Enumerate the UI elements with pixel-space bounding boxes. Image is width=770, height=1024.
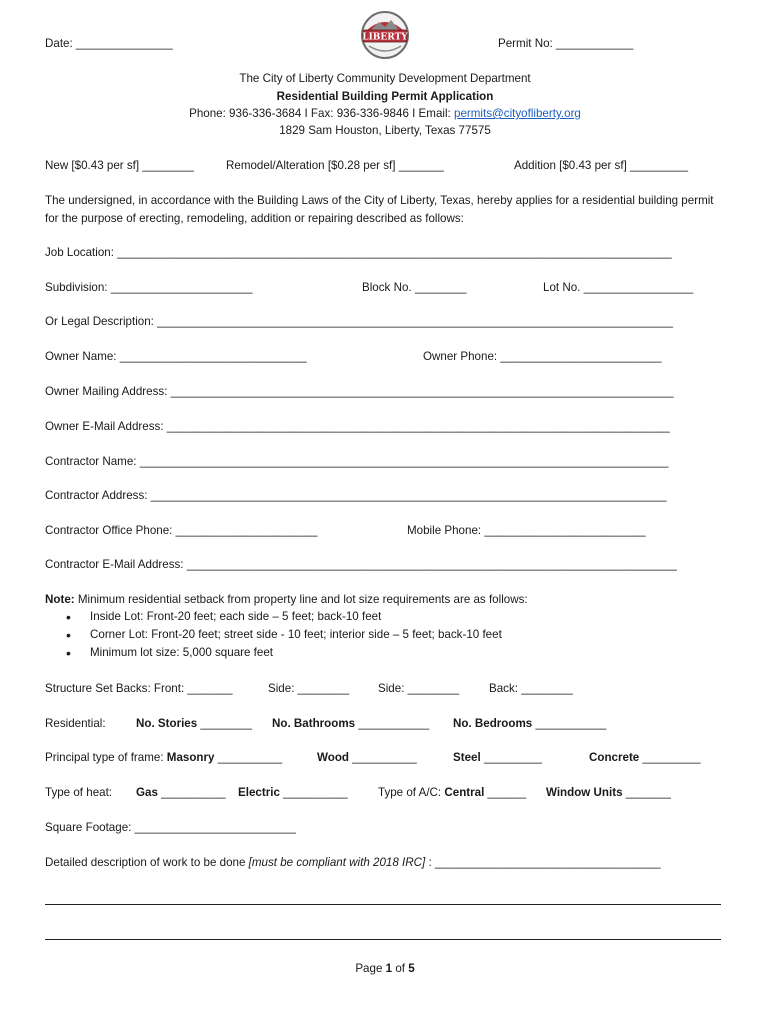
of-word: of bbox=[392, 962, 409, 975]
concrete-label: Concrete bbox=[589, 751, 640, 764]
masonry-label: Masonry bbox=[166, 751, 215, 764]
fee-new-field[interactable]: New [$0.43 per sf] ________ bbox=[45, 159, 194, 172]
intro-paragraph: The undersigned, in accordance with the Building Laws of the City of Liberty, Texas, hereby applies for a residential building permit for the purpose of erecting, remodeling, addition or repairing described as follows: bbox=[45, 194, 714, 225]
owner-mailing-address-field[interactable]: Owner Mailing Address: ______________________________________________________________________________ bbox=[45, 385, 674, 398]
masonry-blank[interactable]: __________ bbox=[214, 751, 283, 764]
city-logo bbox=[357, 10, 413, 60]
list-item: • Inside Lot: Front-20 feet; each side – 5 feet; back-10 feet bbox=[62, 608, 502, 626]
list-item: • Corner Lot: Front-20 feet; street side - 10 feet; interior side – 5 feet; back-10 feet bbox=[62, 626, 502, 644]
residential-label: Residential: bbox=[45, 717, 106, 730]
gas-field[interactable] bbox=[136, 786, 226, 799]
page-word: Page bbox=[355, 962, 386, 975]
setback-note bbox=[45, 593, 528, 606]
stories-field[interactable] bbox=[136, 717, 252, 730]
owner-phone-field[interactable]: Owner Phone: _________________________ bbox=[423, 350, 662, 363]
window-units-label: Window Units bbox=[546, 786, 623, 799]
owner-name-field[interactable]: Owner Name: _____________________________ bbox=[45, 350, 307, 363]
description-line-1[interactable] bbox=[45, 904, 721, 905]
lot-number-field[interactable]: Lot No. _________________ bbox=[543, 281, 694, 294]
bedrooms-blank[interactable]: ___________ bbox=[532, 717, 607, 730]
bedrooms-field[interactable] bbox=[453, 717, 606, 730]
wood-blank[interactable]: __________ bbox=[348, 751, 417, 764]
description-code-note: [must be compliant with 2018 IRC] bbox=[248, 856, 426, 869]
bathrooms-field[interactable] bbox=[272, 717, 429, 730]
work-description-field[interactable] bbox=[45, 856, 661, 869]
frame-type-field[interactable] bbox=[45, 751, 282, 764]
square-footage-field[interactable]: Square Footage: _________________________ bbox=[45, 821, 296, 834]
electric-field[interactable] bbox=[238, 786, 348, 799]
bathrooms-blank[interactable]: ___________ bbox=[355, 717, 430, 730]
window-units-blank[interactable]: _______ bbox=[622, 786, 671, 799]
stories-blank[interactable]: ________ bbox=[197, 717, 253, 730]
logo-text: LIBERTY bbox=[362, 32, 408, 43]
ac-type-field[interactable] bbox=[378, 786, 526, 799]
date-field[interactable]: Date: _______________ bbox=[45, 37, 173, 50]
side-setback-field-2[interactable]: Side: ________ bbox=[378, 682, 460, 695]
contact-line bbox=[0, 107, 770, 120]
central-blank[interactable]: ______ bbox=[484, 786, 527, 799]
fee-remodel-field[interactable]: Remodel/Alteration [$0.28 per sf] _______ bbox=[226, 159, 444, 172]
stories-label: No. Stories bbox=[136, 717, 198, 730]
contractor-name-field[interactable]: Contractor Name: __________________________________________________________________________________ bbox=[45, 455, 669, 468]
central-label: Central bbox=[444, 786, 485, 799]
contractor-address-field[interactable]: Contractor Address: ________________________________________________________________________________ bbox=[45, 489, 667, 502]
back-setback-field[interactable]: Back: ________ bbox=[489, 682, 573, 695]
subdivision-field[interactable]: Subdivision: ______________________ bbox=[45, 281, 253, 294]
total-pages: 5 bbox=[408, 962, 415, 975]
page-indicator bbox=[0, 962, 770, 975]
bedrooms-label: No. Bedrooms bbox=[453, 717, 533, 730]
electric-label: Electric bbox=[238, 786, 280, 799]
legal-description-field[interactable]: Or Legal Description: ________________________________________________________________________________ bbox=[45, 315, 673, 328]
setback-list bbox=[62, 608, 502, 662]
job-location-field[interactable]: Job Location: ______________________________________________________________________________________ bbox=[45, 246, 672, 259]
form-title: Residential Building Permit Application bbox=[276, 90, 494, 103]
front-setback-field[interactable]: Structure Set Backs: Front: _______ bbox=[45, 682, 233, 695]
note-text: Minimum residential setback from property line and lot size requirements are as follows: bbox=[74, 593, 528, 606]
block-number-field[interactable]: Block No. ________ bbox=[362, 281, 467, 294]
ac-label: Type of A/C: bbox=[378, 786, 445, 799]
permit-number-field[interactable]: Permit No: ____________ bbox=[498, 37, 634, 50]
frame-label: Principal type of frame: bbox=[45, 751, 167, 764]
list-item: • Minimum lot size: 5,000 square feet bbox=[62, 644, 502, 662]
electric-blank[interactable]: __________ bbox=[279, 786, 348, 799]
mobile-phone-field[interactable]: Mobile Phone: _________________________ bbox=[407, 524, 646, 537]
description-line-2[interactable] bbox=[45, 939, 721, 940]
description-prefix: Detailed description of work to be done bbox=[45, 856, 249, 869]
heat-label: Type of heat: bbox=[45, 786, 113, 799]
description-blank[interactable]: : ___________________________________ bbox=[425, 856, 661, 869]
gas-blank[interactable]: __________ bbox=[157, 786, 226, 799]
contractor-office-phone-field[interactable]: Contractor Office Phone: ______________________ bbox=[45, 524, 318, 537]
address-line: 1829 Sam Houston, Liberty, Texas 77575 bbox=[279, 124, 491, 137]
contact-prefix: Phone: 936-336-3684 I Fax: 936-336-9846 I Email: bbox=[189, 107, 454, 120]
steel-field[interactable] bbox=[453, 751, 542, 764]
side-setback-field-1[interactable]: Side: ________ bbox=[268, 682, 350, 695]
steel-blank[interactable]: _________ bbox=[480, 751, 542, 764]
owner-email-field[interactable]: Owner E-Mail Address: ______________________________________________________________________________ bbox=[45, 420, 670, 433]
concrete-field[interactable] bbox=[589, 751, 701, 764]
current-page: 1 bbox=[385, 962, 393, 975]
steel-label: Steel bbox=[453, 751, 481, 764]
concrete-blank[interactable]: _________ bbox=[639, 751, 701, 764]
contractor-email-field[interactable]: Contractor E-Mail Address: ____________________________________________________________________________ bbox=[45, 558, 677, 571]
window-units-field[interactable] bbox=[546, 786, 671, 799]
fee-addition-field[interactable]: Addition [$0.43 per sf] _________ bbox=[514, 159, 689, 172]
gas-label: Gas bbox=[136, 786, 158, 799]
wood-label: Wood bbox=[317, 751, 349, 764]
email-link[interactable]: permits@cityofliberty.org bbox=[454, 107, 581, 120]
department-name: The City of Liberty Community Development Department bbox=[239, 72, 531, 85]
bathrooms-label: No. Bathrooms bbox=[272, 717, 356, 730]
wood-field[interactable] bbox=[317, 751, 417, 764]
note-label: Note: bbox=[45, 593, 75, 606]
